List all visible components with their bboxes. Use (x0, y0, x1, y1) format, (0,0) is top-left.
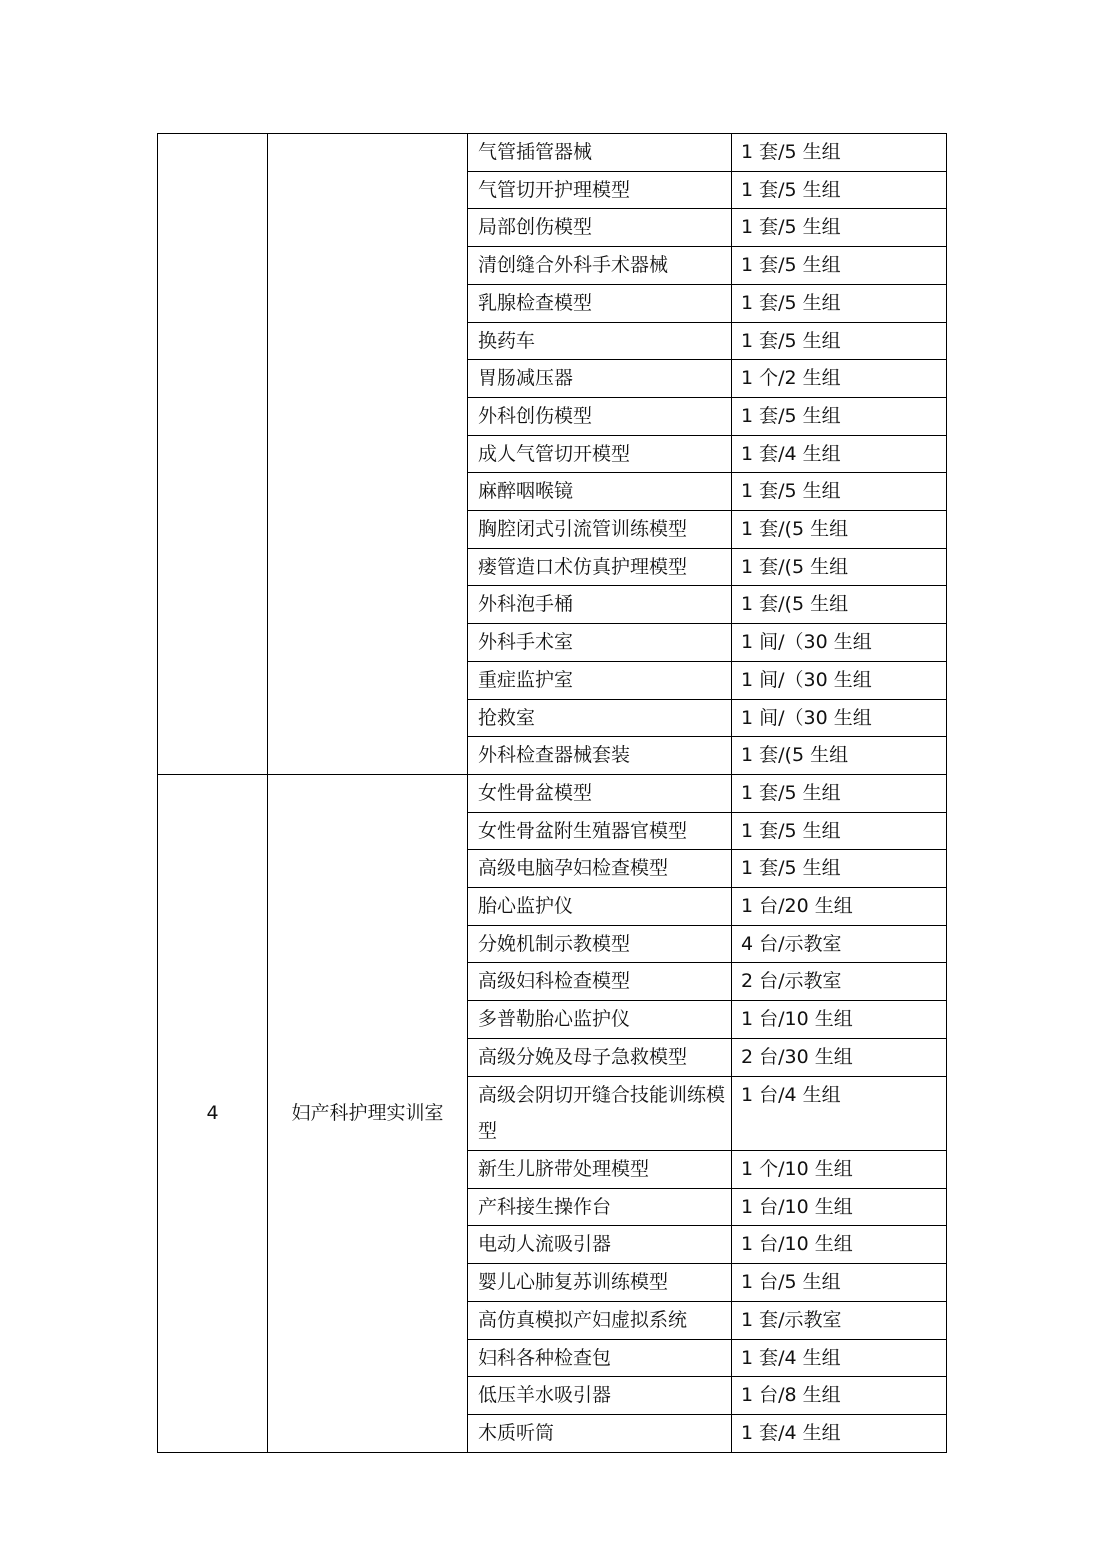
quantity-cell: 1 套/4 生组 (732, 1339, 947, 1377)
equipment-name-cell: 婴儿心肺复苏训练模型 (468, 1264, 732, 1302)
quantity-cell: 2 台/示教室 (732, 963, 947, 1001)
equipment-name-cell: 低压羊水吸引器 (468, 1377, 732, 1415)
quantity-cell: 1 套/(5 生组 (732, 548, 947, 586)
equipment-table-body (158, 134, 947, 1453)
quantity-cell: 1 套/4 生组 (732, 1414, 947, 1452)
quantity-cell: 1 套/5 生组 (732, 209, 947, 247)
quantity-cell: 1 套/5 生组 (732, 850, 947, 888)
equipment-name-cell: 女性骨盆附生殖器官模型 (468, 812, 732, 850)
equipment-name-cell: 气管插管器械 (468, 134, 732, 172)
quantity-cell: 1 台/4 生组 (732, 1076, 947, 1150)
equipment-name-cell: 成人气管切开模型 (468, 435, 732, 473)
quantity-cell: 1 台/8 生组 (732, 1377, 947, 1415)
equipment-name-cell: 新生儿脐带处理模型 (468, 1150, 732, 1188)
quantity-cell: 1 套/5 生组 (732, 171, 947, 209)
quantity-cell: 1 套/5 生组 (732, 774, 947, 812)
quantity-cell: 2 台/30 生组 (732, 1038, 947, 1076)
equipment-name-cell: 局部创伤模型 (468, 209, 732, 247)
equipment-name-cell: 木质听筒 (468, 1414, 732, 1452)
equipment-name-cell: 外科创伤模型 (468, 397, 732, 435)
equipment-name-cell: 乳腺检查模型 (468, 284, 732, 322)
training-room-cell: 妇产科护理实训室 (268, 774, 468, 1452)
quantity-cell: 1 套/(5 生组 (732, 737, 947, 775)
quantity-cell: 1 间/（30 生组 (732, 661, 947, 699)
equipment-name-cell: 外科手术室 (468, 624, 732, 662)
quantity-cell: 1 个/10 生组 (732, 1150, 947, 1188)
equipment-name-cell: 高级电脑孕妇检查模型 (468, 850, 732, 888)
training-room-cell (268, 134, 468, 775)
table-row (158, 134, 947, 172)
section-number-cell (158, 134, 268, 775)
equipment-name-cell: 产科接生操作台 (468, 1188, 732, 1226)
quantity-cell: 1 套/5 生组 (732, 473, 947, 511)
equipment-name-cell: 妇科各种检查包 (468, 1339, 732, 1377)
quantity-cell: 1 套/5 生组 (732, 397, 947, 435)
quantity-cell: 1 套/(5 生组 (732, 586, 947, 624)
equipment-name-cell: 高级分娩及母子急救模型 (468, 1038, 732, 1076)
equipment-name-cell: 高仿真模拟产妇虚拟系统 (468, 1301, 732, 1339)
quantity-cell: 1 套/5 生组 (732, 812, 947, 850)
equipment-name-cell: 换药车 (468, 322, 732, 360)
equipment-name-cell: 气管切开护理模型 (468, 171, 732, 209)
quantity-cell: 1 套/5 生组 (732, 322, 947, 360)
equipment-name-cell: 外科泡手桶 (468, 586, 732, 624)
equipment-name-cell: 外科检查器械套装 (468, 737, 732, 775)
quantity-cell: 1 台/20 生组 (732, 888, 947, 926)
equipment-name-cell: 多普勒胎心监护仪 (468, 1001, 732, 1039)
equipment-name-cell: 分娩机制示教模型 (468, 925, 732, 963)
quantity-cell: 1 台/10 生组 (732, 1001, 947, 1039)
quantity-cell: 1 套/(5 生组 (732, 511, 947, 549)
equipment-name-cell: 瘘管造口术仿真护理模型 (468, 548, 732, 586)
equipment-name-cell: 重症监护室 (468, 661, 732, 699)
equipment-name-cell: 胸腔闭式引流管训练模型 (468, 511, 732, 549)
equipment-name-cell: 清创缝合外科手术器械 (468, 247, 732, 285)
quantity-cell: 1 台/10 生组 (732, 1226, 947, 1264)
equipment-name-cell: 麻醉咽喉镜 (468, 473, 732, 511)
equipment-table (157, 133, 947, 1453)
equipment-name-cell: 胃肠减压器 (468, 360, 732, 398)
section-number-cell: 4 (158, 774, 268, 1452)
quantity-cell: 1 套/示教室 (732, 1301, 947, 1339)
quantity-cell: 1 套/4 生组 (732, 435, 947, 473)
quantity-cell: 1 套/5 生组 (732, 134, 947, 172)
quantity-cell: 4 台/示教室 (732, 925, 947, 963)
quantity-cell: 1 台/10 生组 (732, 1188, 947, 1226)
quantity-cell: 1 个/2 生组 (732, 360, 947, 398)
quantity-cell: 1 间/（30 生组 (732, 699, 947, 737)
quantity-cell: 1 套/5 生组 (732, 284, 947, 322)
equipment-name-cell: 电动人流吸引器 (468, 1226, 732, 1264)
quantity-cell: 1 间/（30 生组 (732, 624, 947, 662)
quantity-cell: 1 台/5 生组 (732, 1264, 947, 1302)
equipment-name-cell: 抢救室 (468, 699, 732, 737)
equipment-name-cell: 胎心监护仪 (468, 888, 732, 926)
equipment-name-cell: 高级妇科检查模型 (468, 963, 732, 1001)
quantity-cell: 1 套/5 生组 (732, 247, 947, 285)
table-row (158, 774, 947, 812)
equipment-name-cell: 高级会阴切开缝合技能训练模型 (468, 1076, 732, 1150)
equipment-name-cell: 女性骨盆模型 (468, 774, 732, 812)
